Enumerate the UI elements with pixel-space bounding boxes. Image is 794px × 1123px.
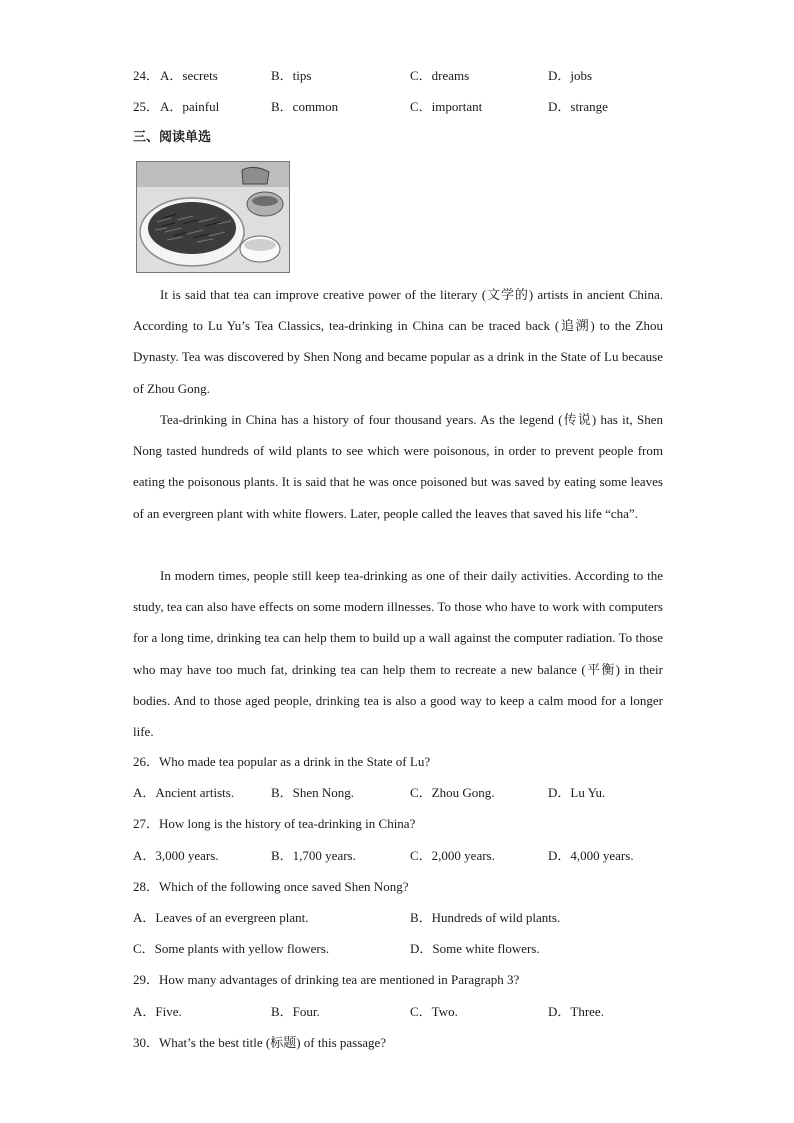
option-d[interactable]: D．Lu Yu. — [548, 785, 606, 800]
passage-paragraph-3 — [133, 560, 663, 747]
question-stem: 29．How many advantages of drinking tea are mentioned in Paragraph 3? — [133, 972, 520, 987]
option-b[interactable]: B．1,700 years. — [271, 848, 356, 863]
paragraph-text: Tea-drinking in China has a history of four thousand years. As the legend (传说) has it, Shen Nong tasted hundreds of wild plants to see which were poisonous, in order to prevent people from eating the poisonous plants. It is said that he was once poisoned but was saved by eating some leaves of an evergreen plant with white flowers. Later, people called the leaves that saved his life “cha”. — [133, 412, 663, 521]
question-stem: 27．How long is the history of tea-drinking in China? — [133, 816, 416, 831]
paragraph-text: It is said that tea can improve creative power of the literary (文学的) artists in ancient China. According to Lu Yu’s Tea Classics, tea-drinking in China can be traced back (追溯) to the Zhou Dynasty. Tea was discovered by Shen Nong and became popular as a drink in the State of Lu because of Zhou Gong. — [133, 287, 663, 396]
question-number: 24． — [133, 68, 160, 83]
section-title: 三、阅读单选 — [133, 130, 212, 145]
paragraph-text: In modern times, people still keep tea-drinking as one of their daily activities. According to the study, tea can also have effects on some modern illnesses. To those who have to work with computers for a long time, drinking tea can help them to build up a wall against the computer radiation. To those who may have too much fat, drinking tea can help them to recreate a new balance (平衡) in their bodies. And to those aged people, drinking tea is also a good way to keep a calm mood for a longer life. — [133, 568, 663, 740]
tea-leaves-photo-icon — [136, 161, 290, 273]
option-c[interactable]: C．2,000 years. — [410, 848, 495, 863]
passage-paragraph-1 — [133, 279, 663, 404]
option-c[interactable]: C．dreams — [410, 68, 470, 83]
option-d[interactable]: D．strange — [548, 99, 608, 114]
option-a[interactable]: A．secrets — [160, 68, 218, 83]
question-stem: 30．What’s the best title (标题) of this passage? — [133, 1035, 387, 1050]
option-a[interactable]: A．painful — [160, 99, 220, 114]
option-b[interactable]: B．Four. — [271, 1004, 320, 1019]
passage-paragraph-2 — [133, 404, 663, 529]
question-24 — [133, 67, 159, 85]
question-25 — [133, 98, 159, 116]
option-b[interactable]: B．Hundreds of wild plants. — [410, 910, 561, 925]
option-d[interactable]: D．jobs — [548, 68, 593, 83]
option-d[interactable]: D．Some white flowers. — [410, 941, 540, 956]
option-c[interactable]: C．important — [410, 99, 483, 114]
question-stem: 28．Which of the following once saved Shen Nong? — [133, 879, 409, 894]
option-b[interactable]: B．Shen Nong. — [271, 785, 355, 800]
option-b[interactable]: B．common — [271, 99, 339, 114]
option-a[interactable]: A．Five. — [133, 1004, 182, 1019]
option-a[interactable]: A．3,000 years. — [133, 848, 219, 863]
option-c[interactable]: C．Some plants with yellow flowers. — [133, 941, 330, 956]
option-d[interactable]: D．4,000 years. — [548, 848, 634, 863]
option-a[interactable]: A．Leaves of an evergreen plant. — [133, 910, 309, 925]
question-number: 25． — [133, 99, 160, 114]
question-stem: 26．Who made tea popular as a drink in the State of Lu? — [133, 754, 431, 769]
option-c[interactable]: C．Two. — [410, 1004, 458, 1019]
option-d[interactable]: D．Three. — [548, 1004, 604, 1019]
option-a[interactable]: A．Ancient artists. — [133, 785, 235, 800]
option-c[interactable]: C．Zhou Gong. — [410, 785, 495, 800]
option-b[interactable]: B．tips — [271, 68, 312, 83]
